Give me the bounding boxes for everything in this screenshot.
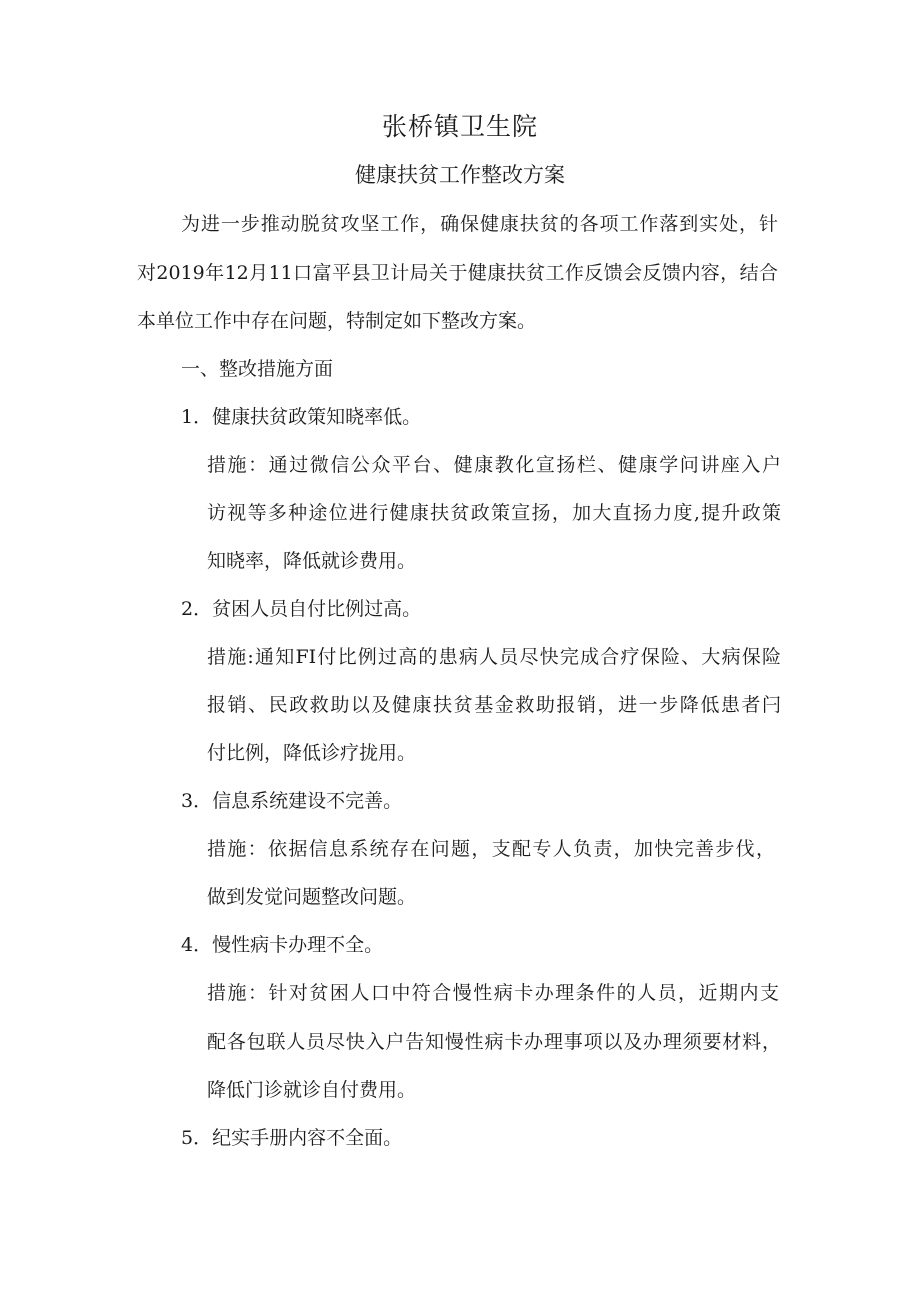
intro-line: 对2019年12月11口富平县卫计局关于健康扶贫工作反馈会反馈内容，结合 (137, 262, 778, 284)
measure-line: 访视等多种途位进行健康扶贫政策宣扬，加大直扬力度,提升政策 (207, 502, 781, 524)
item-heading: 4．慢性病卡办理不全。 (181, 934, 384, 956)
item-heading: 3．信息系统建设不完善。 (181, 790, 403, 812)
measure-line: 措施：通过微信公众平台、健康教化宣扬栏、健康学问讲座入户 (207, 454, 781, 476)
document-subtitle: 健康扶贫工作整改方案 (355, 163, 565, 187)
measure-line: 配各包联人员尽快入户告知慢性病卡办理事项以及办理须要材料， (207, 1031, 781, 1053)
item-heading: 5．纪实手册内容不全面。 (181, 1127, 403, 1149)
measure-line: 付比例，降低诊疗拢用。 (207, 742, 417, 764)
document-title: 张桥镇卫生院 (381, 112, 538, 141)
measure-line: 降低门诊就诊自付费用。 (207, 1079, 417, 1101)
measure-line: 措施:通知FI付比例过高的患病人员尽快完成合疗保险、大病保险 (207, 646, 781, 668)
intro-line: 本单位工作中存在问题，特制定如下整改方案。 (137, 310, 537, 332)
intro-line: 为进一步推动脱贫攻坚工作，确保健康扶贫的各项工作落到实处，针 (181, 213, 778, 235)
section-heading: 一、整改措施方面 (181, 358, 334, 380)
measure-line: 做到发觉问题整改问题。 (207, 886, 417, 908)
measure-line: 措施：针对贫困人口中符合慢性病卡办理条件的人员，近期内支 (207, 982, 779, 1004)
measure-line: 报销、民政救助以及健康扶贫基金救助报销，进一步降低患者闩 (207, 694, 781, 716)
measure-line: 措施：依据信息系统存在问题，支配专人负责，加快完善步伐， (207, 838, 775, 860)
item-heading: 1．健康扶贫政策知晓率低。 (181, 406, 422, 428)
item-heading: 2．贫困人员自付比例过高。 (181, 598, 422, 620)
measure-line: 知晓率，降低就诊费用。 (207, 550, 417, 572)
